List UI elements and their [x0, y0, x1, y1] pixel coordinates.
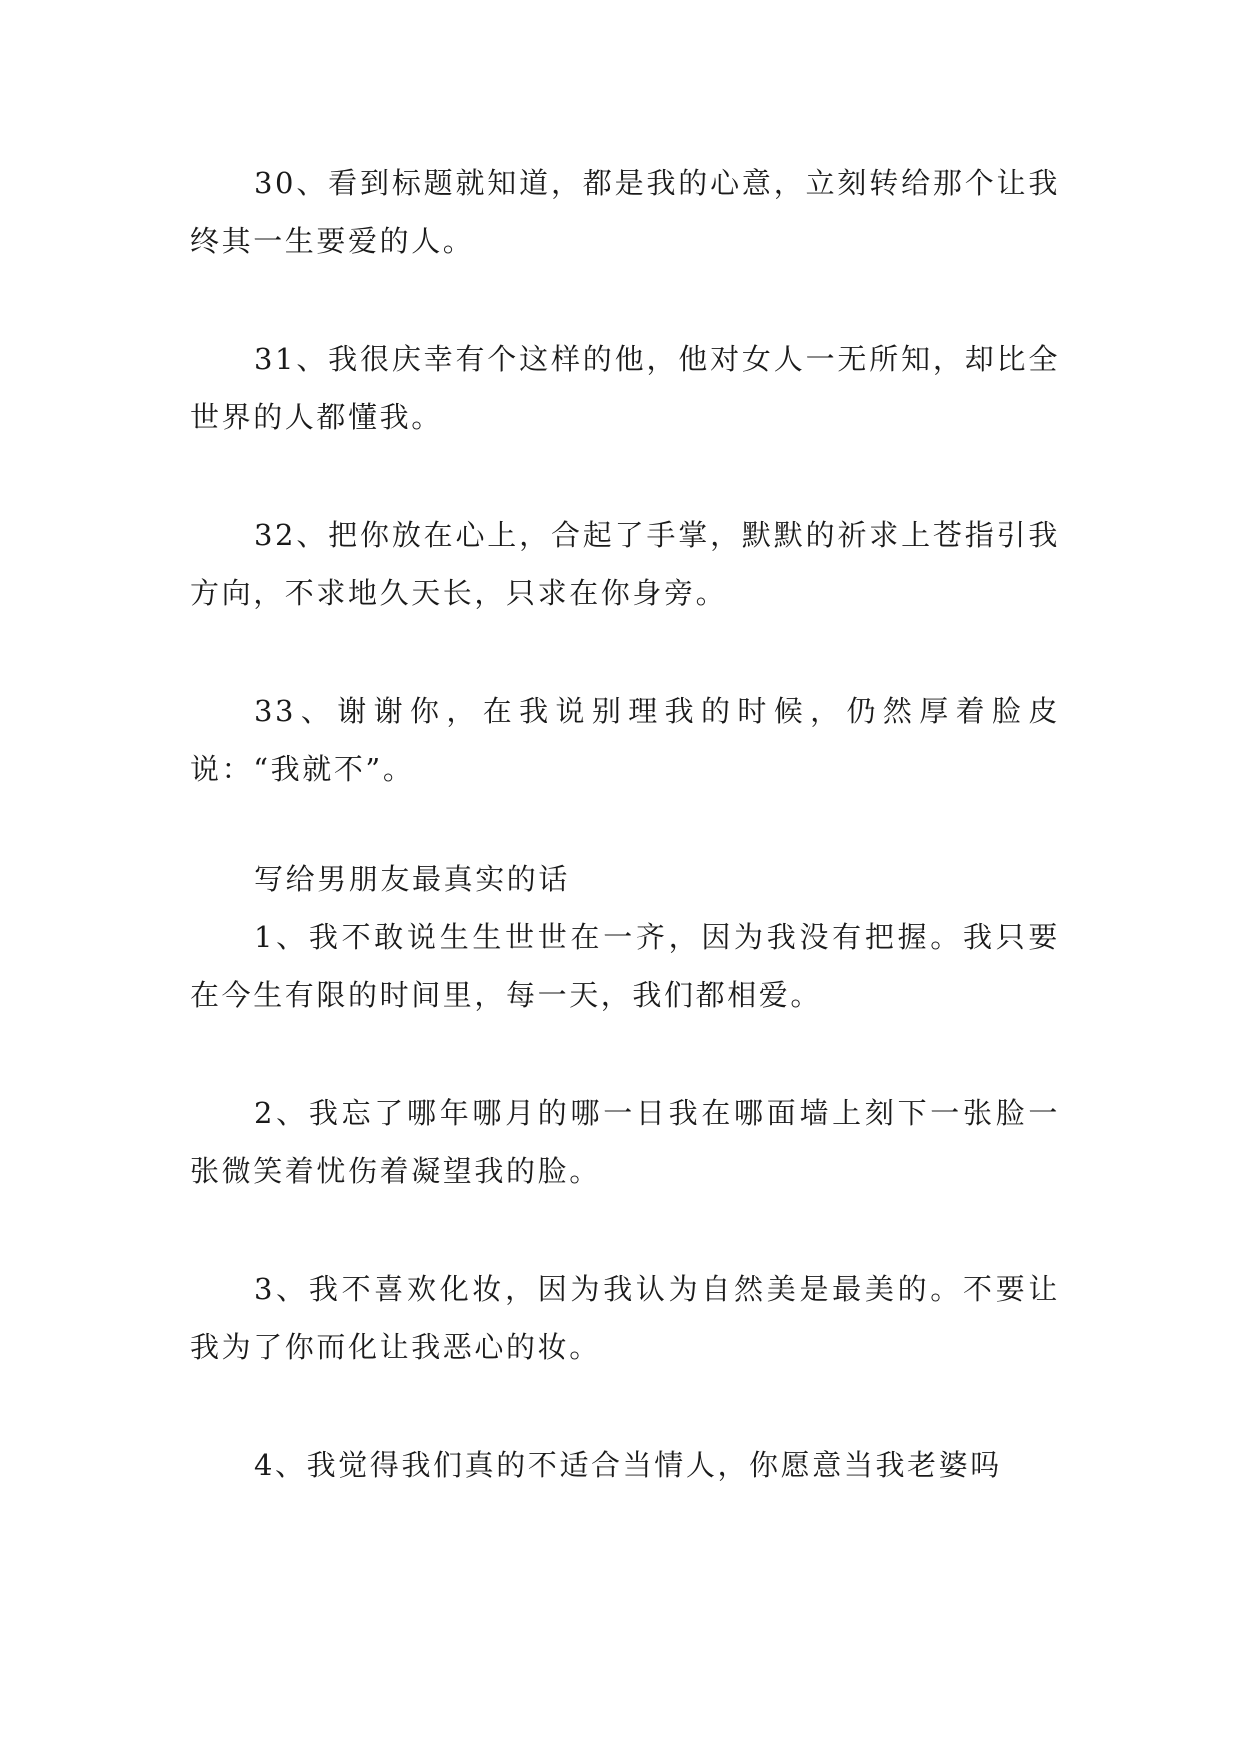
paragraph-30: 30、看到标题就知道，都是我的心意，立刻转给那个让我终其一生要爱的人。	[190, 166, 1060, 258]
document-body	[190, 154, 1060, 1554]
paragraph-1: 1、我不敢说生生世世在一齐，因为我没有把握。我只要在今生有限的时间里，每一天，我们都相爱。	[190, 920, 1060, 1012]
paragraph-3: 3、我不喜欢化妆，因为我认为自然美是最美的。不要让我为了你而化让我恶心的妆。	[190, 1272, 1060, 1364]
paragraph-31: 31、我很庆幸有个这样的他，他对女人一无所知，却比全世界的人都懂我。	[190, 342, 1060, 434]
paragraph-4: 4、我觉得我们真的不适合当情人，你愿意当我老婆吗	[254, 1448, 1002, 1482]
paragraph-32: 32、把你放在心上，合起了手掌，默默的祈求上苍指引我方向，不求地久天长，只求在你身旁。	[190, 518, 1060, 610]
paragraph-33: 33、谢谢你，在我说别理我的时候，仍然厚着脸皮说：“我就不”。	[190, 694, 1060, 786]
paragraph-2: 2、我忘了哪年哪月的哪一日我在哪面墙上刻下一张脸一张微笑着忧伤着凝望我的脸。	[190, 1096, 1060, 1188]
section-heading: 写给男朋友最真实的话	[254, 862, 571, 896]
